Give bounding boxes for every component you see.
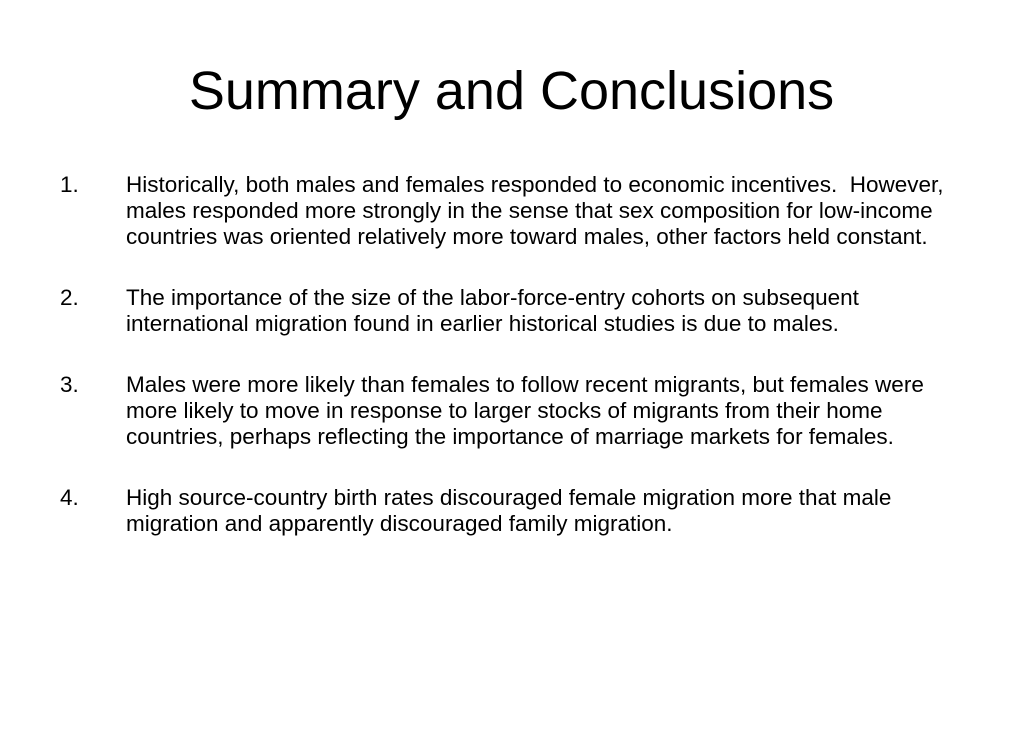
slide-title: Summary and Conclusions xyxy=(188,61,835,121)
item-text: The importance of the size of the labor-force-entry cohorts on subsequent international migration found in earlier historical studies is due to males. xyxy=(126,285,866,336)
item-number: 2. xyxy=(60,285,79,310)
list-item xyxy=(60,485,980,537)
list-item xyxy=(60,172,980,250)
item-number: 3. xyxy=(60,372,79,397)
list-item xyxy=(60,285,980,337)
list-item xyxy=(60,372,980,450)
item-text: Males were more likely than females to follow recent migrants, but females were more likely to move in response to larger stocks of migrants from their home countries, perhaps reflecting the importance of marriage markets for females. xyxy=(126,372,931,449)
item-text: High source-country birth rates discouraged female migration more that male migration and apparently discouraged family migration. xyxy=(126,485,898,536)
item-number: 4. xyxy=(60,485,79,510)
conclusions-list xyxy=(60,172,980,572)
item-text: Historically, both males and females responded to economic incentives. However, males responded more strongly in the sense that sex composition for low-income countries was oriented relatively more toward males, other factors held constant. xyxy=(126,172,950,249)
item-number: 1. xyxy=(60,172,79,197)
